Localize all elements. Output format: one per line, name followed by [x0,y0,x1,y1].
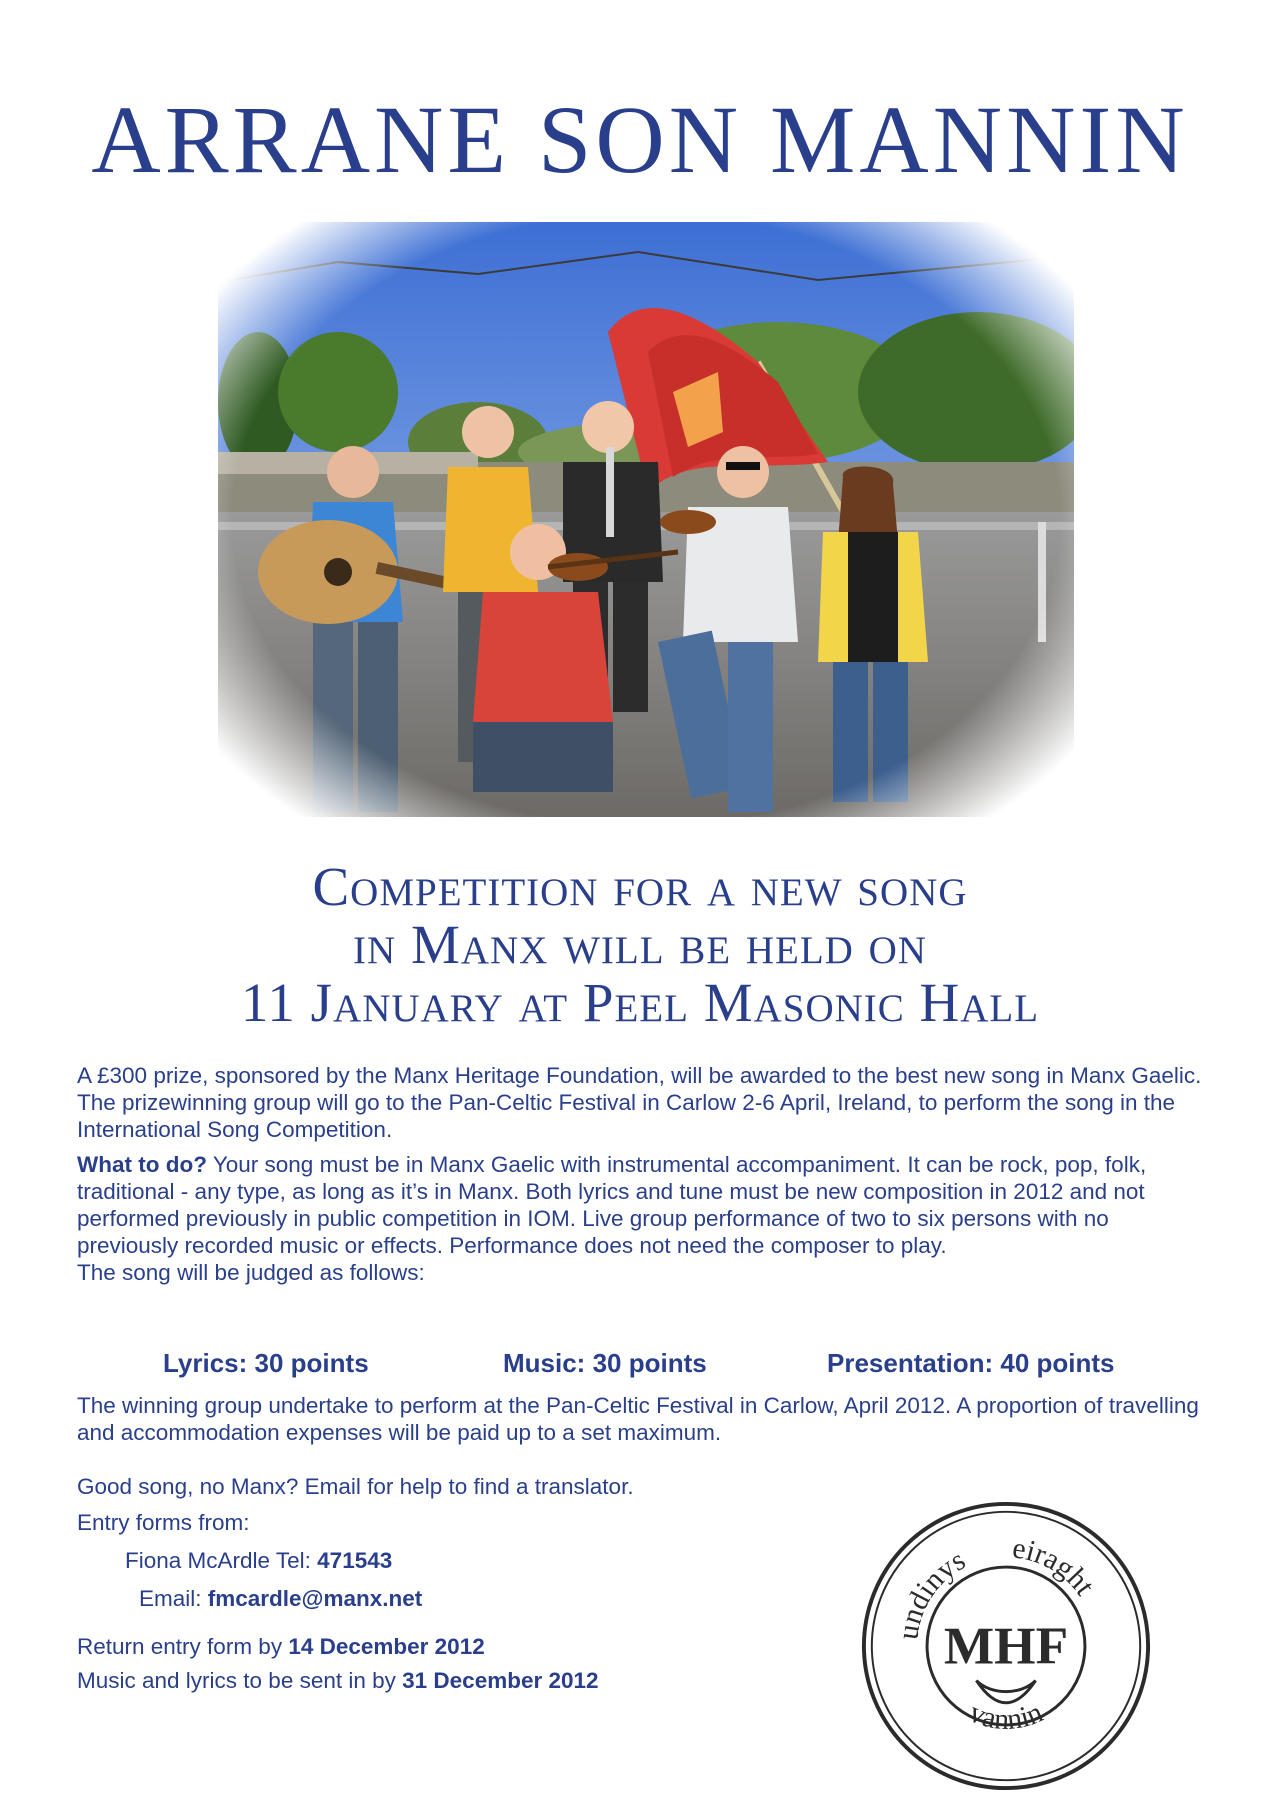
send-deadline [77,1668,599,1694]
seal-text-bottom: vannin [964,1696,1048,1737]
event-heading-line-3: 11 January at Peel Masonic Hall [240,972,1040,1033]
seal-text-left: undinys [892,1544,971,1642]
event-heading-line-2: in Manx will be held on [353,914,927,975]
seal-text-top: eiraght [1010,1532,1101,1602]
contact-phone-number: 471543 [317,1548,393,1573]
send-deadline-date: 31 December 2012 [402,1668,599,1693]
group-photo-illustration [218,222,1074,817]
winning-paragraph: The winning group undertake to perform at the Pan-Celtic Festival in Carlow, April 2012. A proportion of travelling and accommodation expenses will be paid up to a set maximum. [77,1393,1199,1445]
event-heading [0,858,1280,1032]
contact-phone [125,1548,392,1574]
manx-heritage-foundation-seal [858,1498,1154,1794]
lyrics-points: Lyrics: 30 points [163,1348,369,1378]
event-heading-line-1: Competition for a new song [312,856,968,917]
contact-email-label: Email: [139,1586,208,1611]
seal-graphic [858,1498,1154,1794]
intro-paragraph: A £300 prize, sponsored by the Manx Heritage Foundation, will be awarded to the best new song in Manx Gaelic. The prizewinning group will go to the Pan-Celtic Festival in Carlow 2-6 April, Ireland, to perform the song in the International Song Competition. [77,1063,1202,1142]
description [77,1062,1207,1286]
group-photo [218,222,1074,817]
return-deadline [77,1634,485,1660]
what-to-do-paragraph [77,1151,1207,1259]
translator-note: Good song, no Manx? Email for help to find a translator. [77,1474,634,1499]
return-deadline-label: Return entry form by [77,1634,289,1659]
what-to-do-label: What to do? [77,1152,207,1177]
seal-monogram: MHF [943,1616,1069,1676]
entry-forms-label: Entry forms from: [77,1510,250,1535]
send-deadline-label: Music and lyrics to be sent in by [77,1668,403,1693]
poster-title: ARRANE SON MANNIN [91,86,1189,193]
contact-email-address[interactable]: fmcardle@manx.net [207,1586,423,1611]
judged-intro: The song will be judged as follows: [77,1260,425,1285]
seal-knot-icon [976,1681,1035,1703]
contact-email [139,1586,422,1612]
presentation-points: Presentation: 40 points [827,1348,1115,1378]
return-deadline-date: 14 December 2012 [288,1634,485,1659]
contact-name-label: Fiona McArdle Tel: [125,1548,318,1573]
what-to-do-text: Your song must be in Manx Gaelic with instrumental accompaniment. It can be rock, pop, folk, traditional - any type, as long as it’s in Manx. Both lyrics and tune must be new composition in 2012 and not performed previously in public competition in IOM. Live group performance of two to six persons with no previously recorded music or effects. Performance does not need the composer to play. [77,1152,1147,1258]
music-points: Music: 30 points [503,1348,707,1378]
